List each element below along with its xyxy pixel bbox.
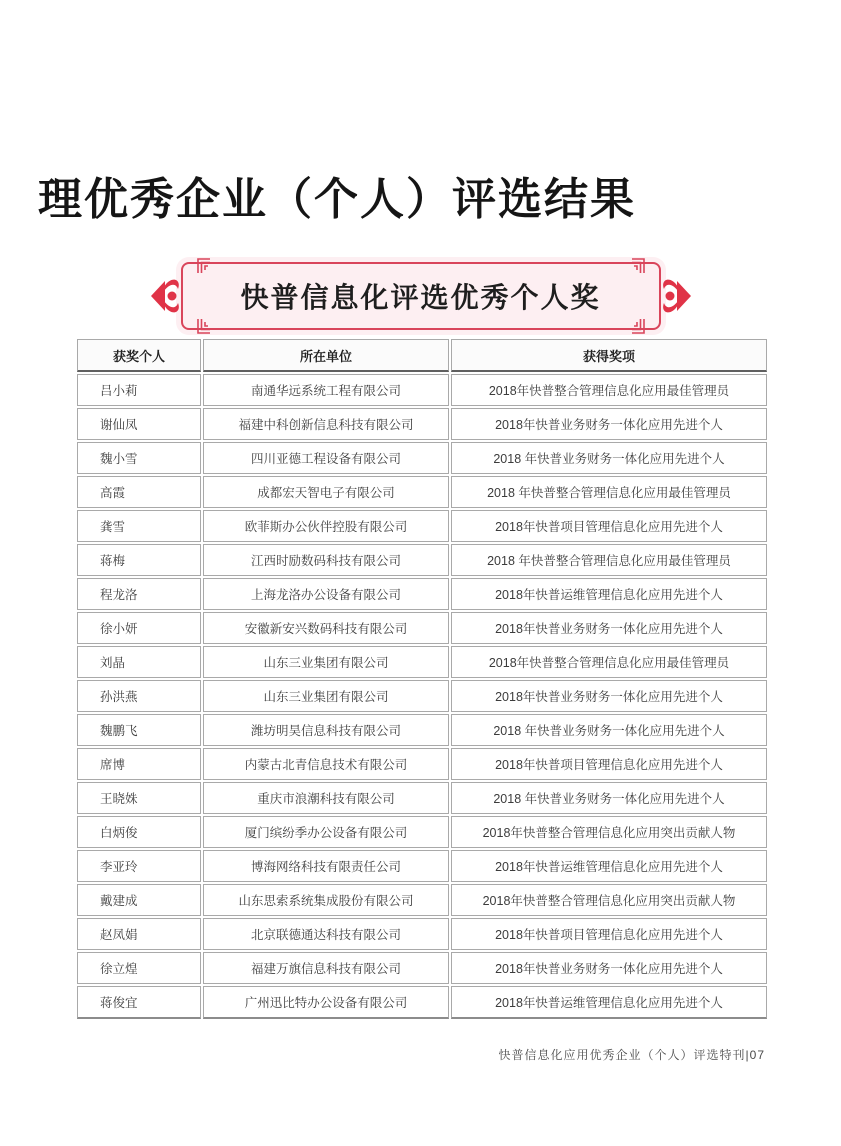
- table-row: [77, 578, 767, 610]
- winner-name: 戴建成: [77, 884, 201, 916]
- award-title: 2018年快普整合管理信息化应用最佳管理员: [451, 646, 767, 678]
- table-row: [77, 850, 767, 882]
- winner-name: 龚雪: [77, 510, 201, 542]
- winner-name: 徐小妍: [77, 612, 201, 644]
- table-row: [77, 782, 767, 814]
- company-name: 广州迅比特办公设备有限公司: [203, 986, 449, 1019]
- award-title: 2018年快普项目管理信息化应用先进个人: [451, 748, 767, 780]
- award-title: 2018 年快普整合管理信息化应用最佳管理员: [451, 476, 767, 508]
- winner-name: 白炳俊: [77, 816, 201, 848]
- winner-name: 王晓姝: [77, 782, 201, 814]
- winner-name: 蒋俊宜: [77, 986, 201, 1019]
- winner-name: 魏小雪: [77, 442, 201, 474]
- company-name: 博海网络科技有限责任公司: [203, 850, 449, 882]
- award-title: 2018年快普业务财务一体化应用先进个人: [451, 952, 767, 984]
- page-title: 理优秀企业（个人）评选结果: [38, 175, 636, 224]
- company-name: 北京联德通达科技有限公司: [203, 918, 449, 950]
- award-title: 2018年快普整合管理信息化应用最佳管理员: [451, 374, 767, 406]
- col-header-award: 获得奖项: [451, 339, 767, 372]
- table-row: [77, 612, 767, 644]
- company-name: 厦门缤纷季办公设备有限公司: [203, 816, 449, 848]
- corner-ornament-icon: [632, 319, 645, 334]
- winner-name: 孙洪燕: [77, 680, 201, 712]
- col-header-winner: 获奖个人: [77, 339, 201, 372]
- table-row: [77, 544, 767, 576]
- award-title: 2018年快普业务财务一体化应用先进个人: [451, 680, 767, 712]
- header-row: [77, 339, 767, 372]
- table-row: [77, 986, 767, 1019]
- company-name: 山东思索系统集成股份有限公司: [203, 884, 449, 916]
- table-row: [77, 918, 767, 950]
- company-name: 安徽新安兴数码科技有限公司: [203, 612, 449, 644]
- table-row: [77, 510, 767, 542]
- winner-name: 吕小莉: [77, 374, 201, 406]
- award-title: 2018 年快普整合管理信息化应用最佳管理员: [451, 544, 767, 576]
- winner-name: 魏鹏飞: [77, 714, 201, 746]
- ruyi-cloud-left-icon: [146, 272, 184, 320]
- table-row: [77, 646, 767, 678]
- table-row: [77, 476, 767, 508]
- company-name: 欧菲斯办公伙伴控股有限公司: [203, 510, 449, 542]
- table-row: [77, 680, 767, 712]
- award-title: 2018年快普运维管理信息化应用先进个人: [451, 578, 767, 610]
- awards-table-body: [77, 374, 767, 1019]
- award-title: 2018年快普业务财务一体化应用先进个人: [451, 408, 767, 440]
- winner-name: 程龙洛: [77, 578, 201, 610]
- page-footer: 快普信息化应用优秀企业（个人）评选特刊|07: [498, 1048, 765, 1062]
- winner-name: 席博: [77, 748, 201, 780]
- company-name: 上海龙洛办公设备有限公司: [203, 578, 449, 610]
- awards-table: [75, 337, 769, 1021]
- company-name: 重庆市浪潮科技有限公司: [203, 782, 449, 814]
- award-title: 2018 年快普业务财务一体化应用先进个人: [451, 714, 767, 746]
- company-name: 山东三业集团有限公司: [203, 646, 449, 678]
- company-name: 南通华远系统工程有限公司: [203, 374, 449, 406]
- winner-name: 刘晶: [77, 646, 201, 678]
- col-header-company: 所在单位: [203, 339, 449, 372]
- table-row: [77, 408, 767, 440]
- winner-name: 赵凤娟: [77, 918, 201, 950]
- table-row: [77, 374, 767, 406]
- award-title: 2018年快普项目管理信息化应用先进个人: [451, 918, 767, 950]
- ruyi-cloud-right-icon: [657, 272, 695, 320]
- award-title: 2018年快普业务财务一体化应用先进个人: [451, 612, 767, 644]
- company-name: 四川亚德工程设备有限公司: [203, 442, 449, 474]
- award-title: 2018 年快普业务财务一体化应用先进个人: [451, 442, 767, 474]
- table-row: [77, 442, 767, 474]
- awards-table-header: [77, 339, 767, 372]
- winner-name: 蒋梅: [77, 544, 201, 576]
- winner-name: 高霞: [77, 476, 201, 508]
- award-title: 2018年快普运维管理信息化应用先进个人: [451, 850, 767, 882]
- table-row: [77, 952, 767, 984]
- table-row: [77, 714, 767, 746]
- award-title: 2018年快普项目管理信息化应用先进个人: [451, 510, 767, 542]
- award-title: 2018年快普运维管理信息化应用先进个人: [451, 986, 767, 1019]
- award-banner: [180, 262, 660, 330]
- table-row: [77, 816, 767, 848]
- company-name: 福建万旗信息科技有限公司: [203, 952, 449, 984]
- company-name: 福建中科创新信息科技有限公司: [203, 408, 449, 440]
- table-row: [77, 884, 767, 916]
- corner-ornament-icon: [632, 258, 645, 273]
- company-name: 内蒙古北青信息技术有限公司: [203, 748, 449, 780]
- company-name: 潍坊明昊信息科技有限公司: [203, 714, 449, 746]
- company-name: 成都宏天智电子有限公司: [203, 476, 449, 508]
- company-name: 山东三业集团有限公司: [203, 680, 449, 712]
- winner-name: 徐立煌: [77, 952, 201, 984]
- corner-ornament-icon: [196, 258, 209, 273]
- award-title: 2018年快普整合管理信息化应用突出贡献人物: [451, 816, 767, 848]
- award-title: 2018 年快普业务财务一体化应用先进个人: [451, 782, 767, 814]
- table-row: [77, 748, 767, 780]
- corner-ornament-icon: [196, 319, 209, 334]
- company-name: 江西时励数码科技有限公司: [203, 544, 449, 576]
- winner-name: 谢仙凤: [77, 408, 201, 440]
- winner-name: 李亚玲: [77, 850, 201, 882]
- banner-title: 快普信息化评选优秀个人奖: [240, 282, 601, 313]
- award-title: 2018年快普整合管理信息化应用突出贡献人物: [451, 884, 767, 916]
